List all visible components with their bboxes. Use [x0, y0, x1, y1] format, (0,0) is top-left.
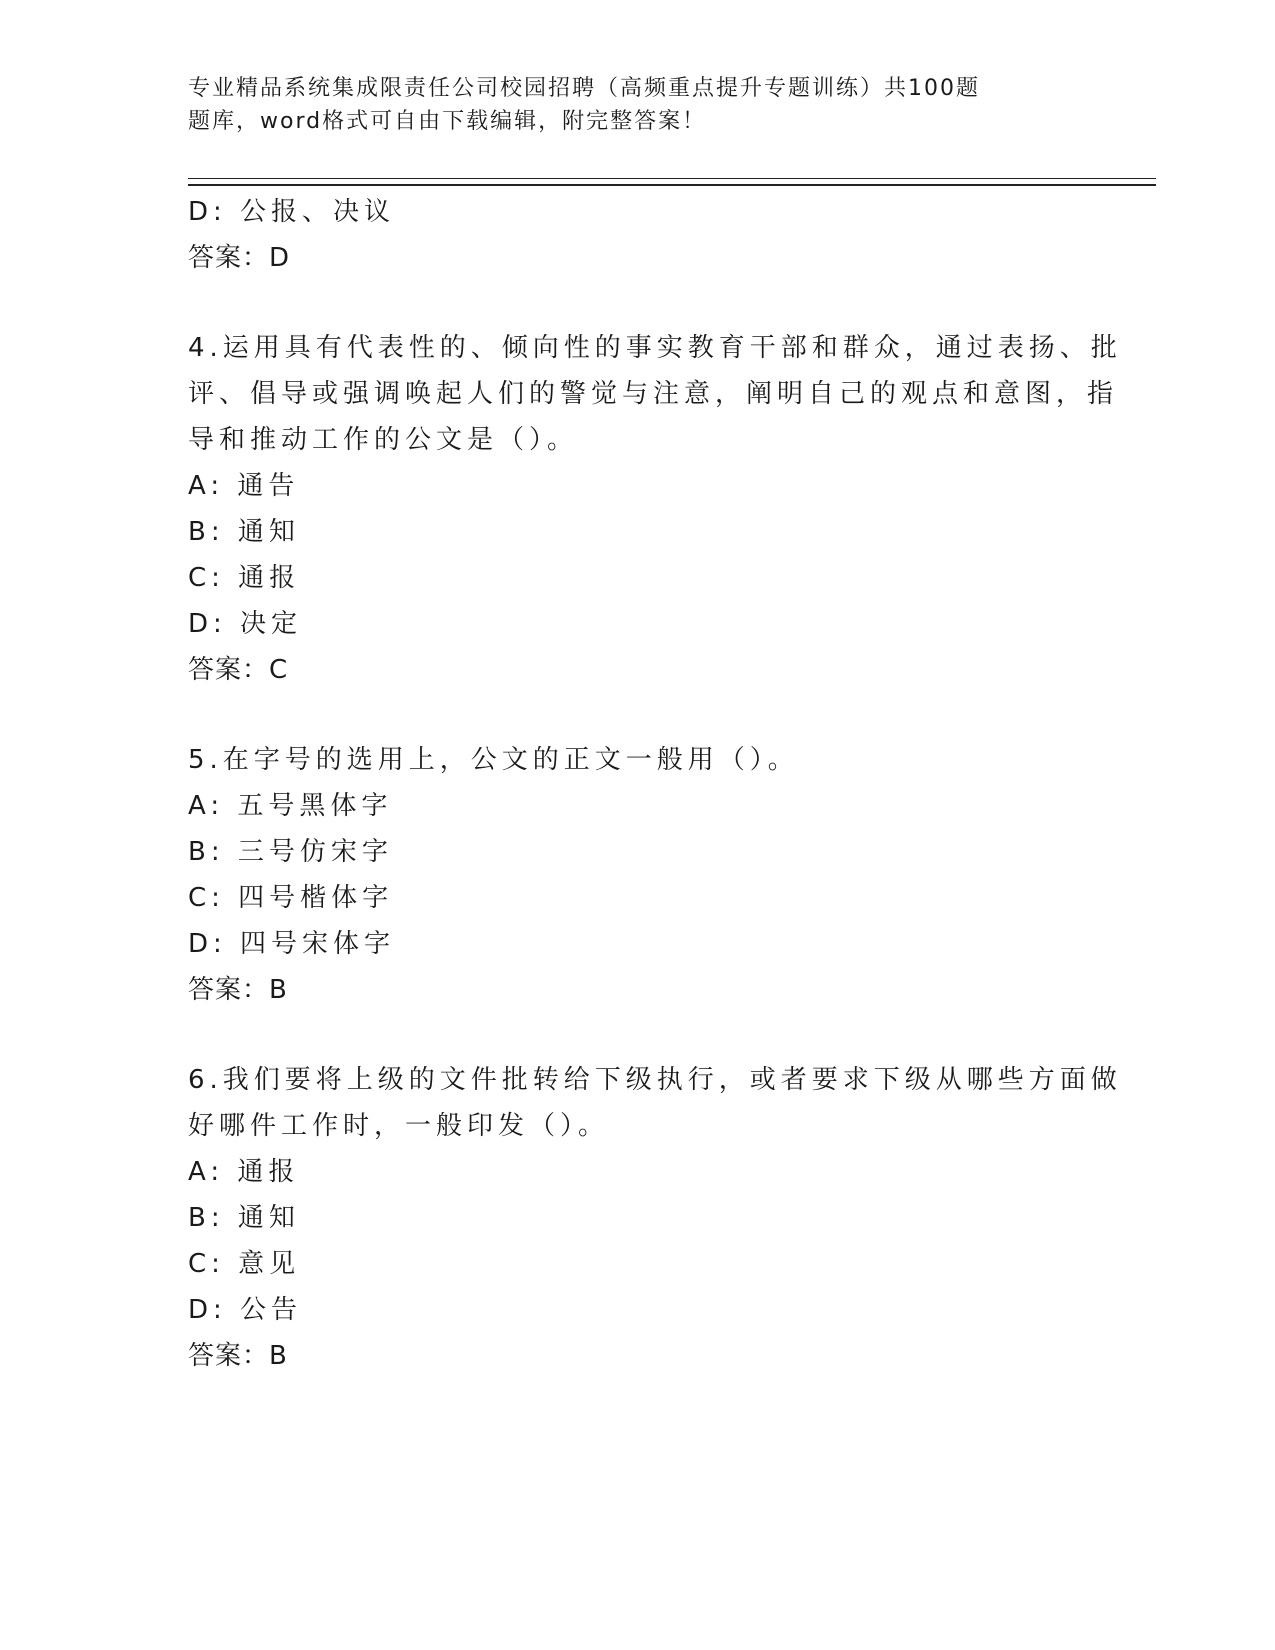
question-stem-line: 评、倡导或强调唤起人们的警觉与注意，阐明自己的观点和意图，指: [188, 379, 1119, 409]
question-stem-line: 5.在字号的选用上，公文的正文一般用（）。: [188, 745, 799, 775]
header-divider: [188, 178, 1156, 186]
question-block-5: [188, 737, 1088, 1013]
answer-line: 答案：C: [188, 655, 289, 685]
option-d: D: 决定: [188, 609, 303, 639]
header-title-line-2: 题库，word格式可自由下载编辑，附完整答案！: [188, 109, 707, 134]
question-list: [188, 189, 1122, 1379]
spacer: [188, 1013, 1088, 1057]
header-title-line-1: 专业精品系统集成限责任公司校园招聘（高频重点提升专题训练）共100题: [188, 76, 980, 101]
option-b: B: 通知: [188, 517, 300, 547]
option-d: D: 公报、决议: [188, 197, 396, 227]
answer-line: 答案：D: [188, 243, 291, 273]
question-stem-line: 6.我们要将上级的文件批转给下级执行，或者要求下级从哪些方面做: [188, 1065, 1122, 1095]
option-c: C: 通报: [188, 563, 301, 593]
option-b: B: 三号仿宋字: [188, 837, 393, 867]
option-d: D: 四号宋体字: [188, 929, 396, 959]
question-block-4: [188, 325, 1122, 693]
option-c: C: 四号楷体字: [188, 883, 394, 913]
question-block-6: [188, 1057, 1122, 1379]
question-stem-line: 好哪件工作时，一般印发（）。: [188, 1111, 610, 1141]
option-a: A: 五号黑体字: [188, 791, 393, 821]
option-d: D: 公告: [188, 1295, 303, 1325]
option-a: A: 通报: [188, 1157, 300, 1187]
option-c: C: 意见: [188, 1249, 301, 1279]
option-a: A: 通告: [188, 471, 300, 501]
question-block-3: [188, 189, 1088, 281]
answer-line: 答案：B: [188, 1341, 288, 1371]
spacer: [188, 281, 1088, 325]
answer-line: 答案：B: [188, 975, 288, 1005]
question-stem-line: 4.运用具有代表性的、倾向性的事实教育干部和群众，通过表扬、批: [188, 333, 1122, 363]
document-header: [188, 72, 1068, 138]
question-stem-line: 导和推动工作的公文是（）。: [188, 425, 579, 455]
option-b: B: 通知: [188, 1203, 300, 1233]
spacer: [188, 693, 1088, 737]
